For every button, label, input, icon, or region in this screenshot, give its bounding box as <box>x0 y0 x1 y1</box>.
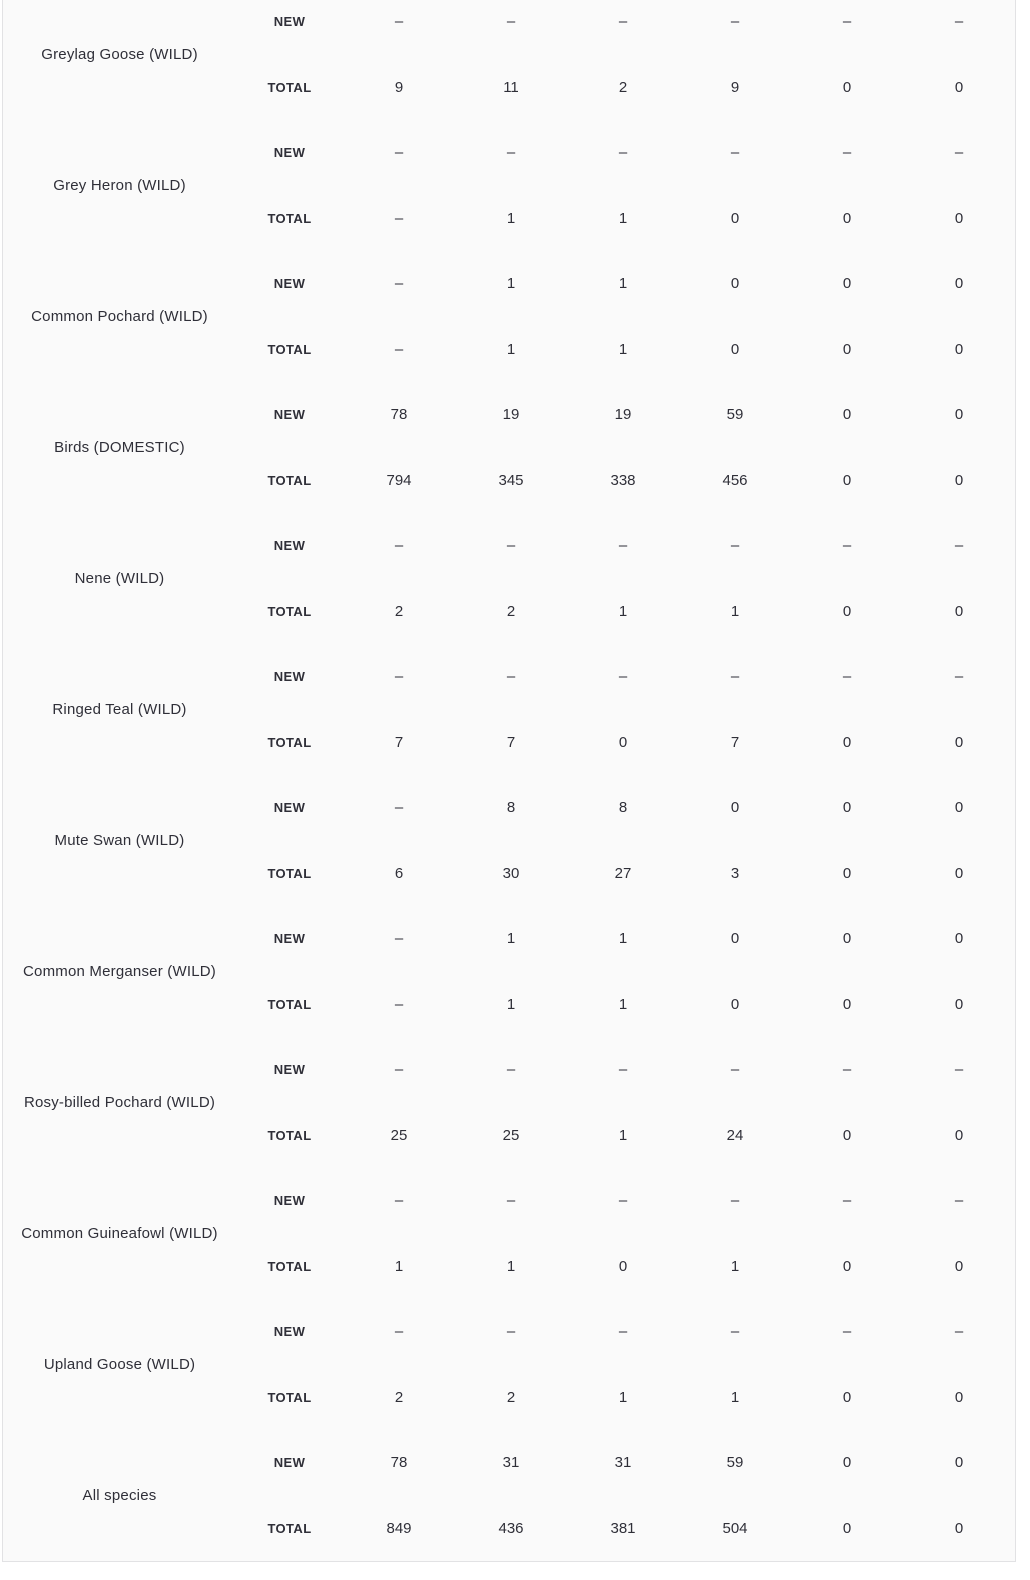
total-value: 0 <box>730 209 740 227</box>
new-subrow <box>236 1168 1015 1234</box>
new-row-label: NEW <box>273 1062 306 1078</box>
total-subrow <box>236 1234 1015 1300</box>
species-name: Common Pochard (WILD) <box>31 307 208 325</box>
new-value: – <box>506 1323 516 1341</box>
new-value: – <box>618 668 628 686</box>
new-subrow <box>236 1299 1015 1365</box>
total-row-label: TOTAL <box>267 603 312 619</box>
new-value: 0 <box>954 1454 964 1472</box>
total-value: – <box>394 995 404 1013</box>
species-row <box>3 644 1015 775</box>
total-subrow <box>236 186 1015 252</box>
total-value: 1 <box>394 1257 404 1275</box>
new-value: 59 <box>726 1454 744 1472</box>
total-value: 25 <box>502 1126 520 1144</box>
new-value: 0 <box>954 275 964 293</box>
new-row-label: NEW <box>273 14 306 30</box>
total-value: 3 <box>730 864 740 882</box>
total-value: 2 <box>394 1388 404 1406</box>
new-value: 0 <box>842 406 852 424</box>
new-subrow <box>236 1037 1015 1103</box>
new-value: 1 <box>618 930 628 948</box>
total-value: 0 <box>842 209 852 227</box>
new-value: 0 <box>954 930 964 948</box>
new-value: – <box>506 1061 516 1079</box>
new-value: 0 <box>954 406 964 424</box>
total-row-label: TOTAL <box>267 1127 312 1143</box>
total-subrow <box>236 1496 1015 1562</box>
new-value: 8 <box>618 799 628 817</box>
total-value: 7 <box>730 733 740 751</box>
new-row-label: NEW <box>273 276 306 292</box>
total-value: 0 <box>842 1126 852 1144</box>
new-value: – <box>842 1061 852 1079</box>
total-value: 1 <box>506 340 516 358</box>
total-value: 1 <box>730 1257 740 1275</box>
total-row-label: TOTAL <box>267 1389 312 1405</box>
new-row-label: NEW <box>273 931 306 947</box>
new-value: 19 <box>614 406 632 424</box>
new-value: 31 <box>614 1454 632 1472</box>
new-row-label: NEW <box>273 1455 306 1471</box>
new-value: 0 <box>842 1454 852 1472</box>
new-value: 0 <box>730 930 740 948</box>
total-value: 0 <box>954 209 964 227</box>
new-value: – <box>842 1192 852 1210</box>
new-value: – <box>954 668 964 686</box>
total-subrow <box>236 55 1015 121</box>
total-value: 0 <box>954 340 964 358</box>
new-value: 59 <box>726 406 744 424</box>
new-value: – <box>394 1323 404 1341</box>
total-value: 9 <box>394 78 404 96</box>
species-row <box>3 906 1015 1037</box>
new-subrow <box>236 251 1015 317</box>
new-value: – <box>730 1323 740 1341</box>
species-name: Mute Swan (WILD) <box>54 831 185 849</box>
species-row <box>3 775 1015 906</box>
species-row <box>3 0 1015 120</box>
total-value: 0 <box>730 340 740 358</box>
new-row-label: NEW <box>273 145 306 161</box>
new-value: – <box>954 1061 964 1079</box>
new-value: – <box>394 930 404 948</box>
new-value: 1 <box>506 930 516 948</box>
total-value: 1 <box>730 602 740 620</box>
new-value: – <box>618 537 628 555</box>
total-value: 0 <box>842 1388 852 1406</box>
total-value: 0 <box>618 733 628 751</box>
total-subrow <box>236 841 1015 907</box>
total-value: 1 <box>618 340 628 358</box>
new-value: 78 <box>390 1454 408 1472</box>
total-value: – <box>394 209 404 227</box>
total-value: 0 <box>954 1126 964 1144</box>
species-row <box>3 1037 1015 1168</box>
new-value: – <box>730 13 740 31</box>
new-value: – <box>394 275 404 293</box>
total-subrow <box>236 710 1015 776</box>
total-row-label: TOTAL <box>267 734 312 750</box>
species-row <box>3 1168 1015 1299</box>
new-subrow <box>236 906 1015 972</box>
species-name: Rosy-billed Pochard (WILD) <box>23 1093 216 1111</box>
total-value: 0 <box>954 78 964 96</box>
new-value: – <box>506 144 516 162</box>
new-value: 0 <box>954 799 964 817</box>
new-value: – <box>730 144 740 162</box>
new-row-label: NEW <box>273 538 306 554</box>
new-value: 0 <box>842 275 852 293</box>
species-row <box>3 1299 1015 1430</box>
new-value: – <box>842 13 852 31</box>
species-row <box>3 120 1015 251</box>
new-value: – <box>954 144 964 162</box>
species-census-table <box>2 0 1016 1562</box>
new-value: 0 <box>730 275 740 293</box>
total-value: 381 <box>610 1519 636 1537</box>
new-value: – <box>394 13 404 31</box>
total-value: 1 <box>730 1388 740 1406</box>
total-row-label: TOTAL <box>267 1258 312 1274</box>
total-value: 0 <box>954 1519 964 1537</box>
new-value: – <box>394 1192 404 1210</box>
total-value: 0 <box>842 78 852 96</box>
total-value: 30 <box>502 864 520 882</box>
total-value: 0 <box>842 1519 852 1537</box>
total-row-label: TOTAL <box>267 79 312 95</box>
new-value: – <box>394 799 404 817</box>
new-value: – <box>618 1061 628 1079</box>
total-value: 794 <box>386 471 412 489</box>
new-subrow <box>236 382 1015 448</box>
species-name: Common Merganser (WILD) <box>23 962 216 980</box>
total-row-label: TOTAL <box>267 1520 312 1536</box>
total-value: – <box>394 340 404 358</box>
species-name: Birds (DOMESTIC) <box>54 438 185 456</box>
new-value: 0 <box>730 799 740 817</box>
total-value: 1 <box>618 209 628 227</box>
new-value: 31 <box>502 1454 520 1472</box>
total-value: 1 <box>506 995 516 1013</box>
total-value: 0 <box>842 1257 852 1275</box>
new-value: – <box>842 144 852 162</box>
total-subrow <box>236 1103 1015 1169</box>
new-value: 8 <box>506 799 516 817</box>
table-body <box>3 0 1015 1561</box>
total-value: 9 <box>730 78 740 96</box>
new-value: – <box>394 1061 404 1079</box>
new-subrow <box>236 0 1015 55</box>
new-value: – <box>842 668 852 686</box>
total-row-label: TOTAL <box>267 210 312 226</box>
total-value: 0 <box>954 733 964 751</box>
new-value: – <box>394 668 404 686</box>
total-value: 0 <box>954 995 964 1013</box>
total-value: 7 <box>506 733 516 751</box>
total-value: 456 <box>722 471 748 489</box>
total-value: 1 <box>506 209 516 227</box>
total-value: 0 <box>842 602 852 620</box>
new-subrow <box>236 513 1015 579</box>
total-value: 25 <box>390 1126 408 1144</box>
new-value: – <box>954 1323 964 1341</box>
total-value: 849 <box>386 1519 412 1537</box>
total-value: 2 <box>394 602 404 620</box>
total-value: 1 <box>506 1257 516 1275</box>
new-value: – <box>730 668 740 686</box>
total-value: 0 <box>842 864 852 882</box>
species-name: Ringed Teal (WILD) <box>52 700 187 718</box>
total-value: 504 <box>722 1519 748 1537</box>
total-subrow <box>236 972 1015 1038</box>
total-subrow <box>236 579 1015 645</box>
new-value: – <box>394 537 404 555</box>
new-value: – <box>394 144 404 162</box>
total-value: 338 <box>610 471 636 489</box>
species-name: Nene (WILD) <box>74 569 165 587</box>
new-value: – <box>842 1323 852 1341</box>
total-value: 0 <box>842 995 852 1013</box>
total-value: 0 <box>954 602 964 620</box>
new-row-label: NEW <box>273 1193 306 1209</box>
new-subrow <box>236 644 1015 710</box>
new-value: – <box>954 13 964 31</box>
total-value: 0 <box>842 733 852 751</box>
new-value: – <box>618 144 628 162</box>
total-value: 27 <box>614 864 632 882</box>
species-name: All species <box>82 1486 157 1504</box>
new-value: 0 <box>842 930 852 948</box>
new-row-label: NEW <box>273 800 306 816</box>
total-value: 436 <box>498 1519 524 1537</box>
species-name: Upland Goose (WILD) <box>43 1355 196 1373</box>
new-value: – <box>506 1192 516 1210</box>
new-subrow <box>236 1430 1015 1496</box>
total-value: 0 <box>618 1257 628 1275</box>
new-value: – <box>730 537 740 555</box>
new-value: – <box>730 1061 740 1079</box>
total-value: 2 <box>506 602 516 620</box>
total-value: 1 <box>618 995 628 1013</box>
total-value: 0 <box>954 471 964 489</box>
total-row-label: TOTAL <box>267 341 312 357</box>
new-value: – <box>842 537 852 555</box>
species-row <box>3 382 1015 513</box>
species-name: Grey Heron (WILD) <box>53 176 186 194</box>
new-value: 1 <box>618 275 628 293</box>
total-value: 1 <box>618 602 628 620</box>
new-value: – <box>506 668 516 686</box>
new-subrow <box>236 775 1015 841</box>
total-row-label: TOTAL <box>267 865 312 881</box>
total-row-label: TOTAL <box>267 996 312 1012</box>
total-row-label: TOTAL <box>267 472 312 488</box>
new-row-label: NEW <box>273 669 306 685</box>
species-name: Greylag Goose (WILD) <box>41 45 198 63</box>
new-value: 1 <box>506 275 516 293</box>
new-subrow <box>236 120 1015 186</box>
new-row-label: NEW <box>273 407 306 423</box>
total-value: 1 <box>618 1388 628 1406</box>
species-row <box>3 513 1015 644</box>
total-value: 24 <box>726 1126 744 1144</box>
total-value: 6 <box>394 864 404 882</box>
total-value: 0 <box>842 471 852 489</box>
new-value: 78 <box>390 406 408 424</box>
total-subrow <box>236 1365 1015 1431</box>
total-value: 0 <box>730 995 740 1013</box>
total-value: 11 <box>503 78 519 96</box>
total-subrow <box>236 448 1015 514</box>
total-value: 1 <box>618 1126 628 1144</box>
total-value: 0 <box>842 340 852 358</box>
total-value: 0 <box>954 1257 964 1275</box>
total-subrow <box>236 317 1015 383</box>
total-value: 345 <box>498 471 524 489</box>
new-value: – <box>954 1192 964 1210</box>
species-row <box>3 251 1015 382</box>
new-value: – <box>618 1192 628 1210</box>
total-value: 7 <box>394 733 404 751</box>
new-value: – <box>618 13 628 31</box>
new-value: – <box>954 537 964 555</box>
total-value: 2 <box>506 1388 516 1406</box>
total-value: 0 <box>954 864 964 882</box>
new-value: – <box>506 537 516 555</box>
new-value: 0 <box>842 799 852 817</box>
new-value: – <box>506 13 516 31</box>
species-row <box>3 1430 1015 1561</box>
new-value: – <box>730 1192 740 1210</box>
new-value: 19 <box>502 406 520 424</box>
new-value: – <box>618 1323 628 1341</box>
new-row-label: NEW <box>273 1324 306 1340</box>
species-name: Common Guineafowl (WILD) <box>21 1224 218 1242</box>
total-value: 2 <box>618 78 628 96</box>
total-value: 0 <box>954 1388 964 1406</box>
